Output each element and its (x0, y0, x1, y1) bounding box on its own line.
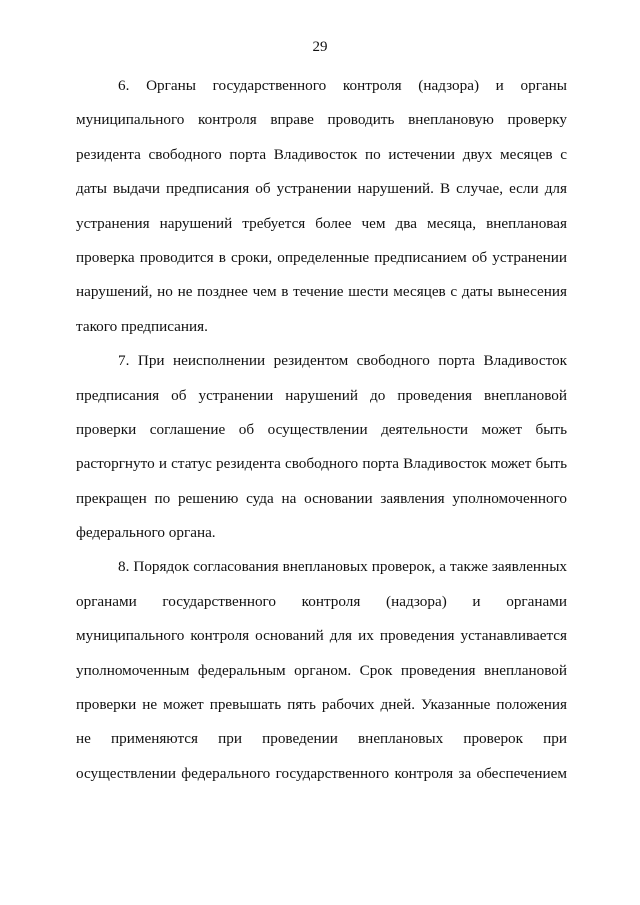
paragraph-line: нарушений, но не позднее чем в течение шести месяцев с даты вынесения (76, 283, 567, 301)
paragraph-line: резидента свободного порта Владивосток по истечении двух месяцев с (76, 145, 567, 163)
paragraph-line: уполномоченным федеральным органом. Срок проведения внеплановой (76, 661, 567, 679)
paragraph-line: 8. Порядок согласования внеплановых проверок, а также заявленных (118, 558, 567, 576)
paragraph-line: проверки не может превышать пять рабочих дней. Указанные положения (76, 696, 567, 714)
paragraph-line: федерального органа. (76, 524, 216, 542)
paragraph-line: не применяются при проведении внеплановых проверок при (76, 730, 567, 748)
paragraph-line: устранения нарушений требуется более чем два месяца, внеплановая (76, 214, 567, 232)
paragraph-line: прекращен по решению суда на основании заявления уполномоченного (76, 489, 567, 507)
page-number: 29 (312, 39, 328, 55)
paragraph-line: такого предписания. (76, 317, 208, 335)
paragraph-line: 6. Органы государственного контроля (надзора) и органы (118, 77, 567, 94)
paragraph-line: 7. При неисполнении резидентом свободного порта Владивосток (118, 352, 567, 370)
paragraph-line: муниципального контроля вправе проводить внеплановую проверку (76, 111, 567, 129)
paragraph-line: расторгнуто и статус резидента свободного порта Владивосток может быть (76, 455, 567, 473)
paragraph-8 (76, 550, 567, 791)
paragraph-line: осуществлении федерального государственного контроля за обеспечением (76, 764, 567, 782)
paragraph-line: муниципального контроля оснований для их проведения устанавливается (76, 627, 567, 645)
paragraph-line: даты выдачи предписания об устранении нарушений. В случае, если для (76, 180, 567, 198)
paragraph-line: проверки соглашение об осуществлении деятельности может быть (76, 420, 567, 438)
paragraph-line: проверка проводится в сроки, определенные предписанием об устранении (76, 248, 567, 266)
document-body (76, 69, 567, 791)
paragraph-6 (76, 69, 567, 344)
paragraph-line: органами государственного контроля (надзора) и органами (76, 592, 567, 610)
paragraph-7 (76, 344, 567, 550)
paragraph-line: предписания об устранении нарушений до проведения внеплановой (76, 386, 567, 404)
